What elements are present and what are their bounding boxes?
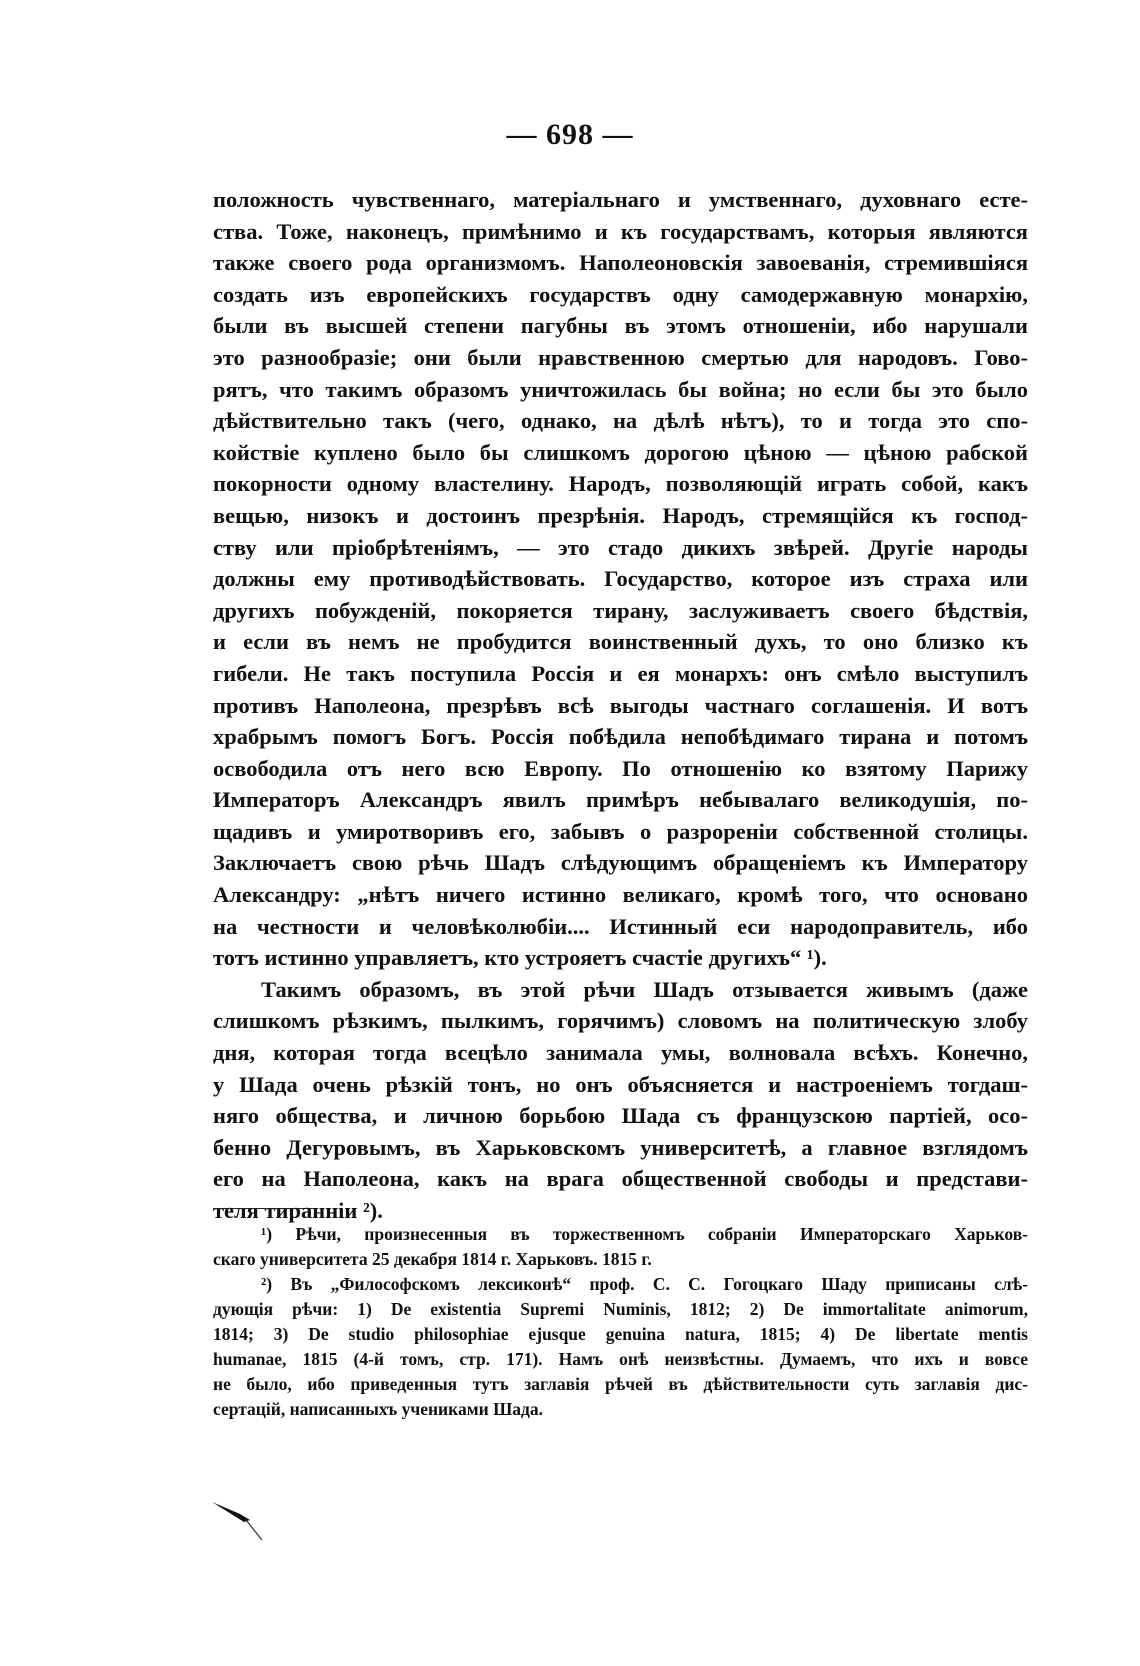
text-line: другихъ побужденій, покоряется тирану, заслуживаетъ своего бѣдствія,: [213, 597, 1028, 623]
footnote-2: [213, 1272, 1028, 1422]
scan-artifact-mark: [210, 1498, 270, 1544]
text-line: сертацій, написанныхъ учениками Шада.: [213, 1399, 544, 1419]
text-line: ству или пріобрѣтеніямъ, — это стадо дикихъ звѣрей. Другіе народы: [213, 534, 1028, 560]
text-line: 1814; 3) De studio philosophiae ejusque genuina natura, 1815; 4) De libertate mentis: [213, 1324, 1028, 1344]
footnote-divider: [213, 1208, 313, 1209]
text-line: это разнообразіе; они были нравственною смертью для народовъ. Гово-: [213, 344, 1028, 370]
text-line: бенно Дегуровымъ, въ Харьковскомъ университетѣ, а главное взглядомъ: [213, 1134, 1028, 1160]
text-line: гибели. Не такъ поступила Россія и ея монархъ: онъ смѣло выступилъ: [213, 660, 1028, 686]
text-line: скаго университета 25 декабря 1814 г. Харьковъ. 1815 г.: [213, 1249, 652, 1269]
page-number: — 698 —: [506, 118, 634, 151]
text-line: храбрымъ помогъ Богъ. Россія побѣдила непобѣдимаго тирана и потомъ: [213, 724, 1028, 750]
text-line: дня, которая тогда всецѣло занимала умы, волновала всѣхъ. Конечно,: [213, 1040, 1028, 1066]
text-line: не было, ибо приведенныя тутъ заглавія рѣчей въ дѣйствительности суть заглавія дис-: [213, 1374, 1028, 1394]
text-line: ¹) Рѣчи, произнесенныя въ торжественномъ собраніи Императорскаго Харьков-: [261, 1224, 1028, 1244]
text-line: теля тиранніи ²).: [213, 1198, 383, 1223]
text-line: Александру: „нѣтъ ничего истинно великаго, кромѣ того, что основано: [213, 882, 1028, 908]
text-line: тотъ истинно управляетъ, кто устрояетъ счастіе другихъ“ ¹).: [213, 945, 827, 971]
text-line: дѣйствительно такъ (чего, однако, на дѣлѣ нѣтъ), то и тогда это спо-: [213, 408, 1028, 434]
text-line: няго общества, и личною борьбою Шада съ французскою партіей, осо-: [213, 1103, 1028, 1129]
text-line: Такимъ образомъ, въ этой рѣчи Шадъ отзывается живымъ (даже: [261, 976, 1028, 1002]
text-line: должны ему противодѣйствовать. Государство, которое изъ страха или: [213, 566, 1028, 592]
text-line: вещью, низокъ и достоинъ презрѣнія. Народъ, стремящійся къ господ-: [213, 502, 1028, 528]
text-line: слишкомъ рѣзкимъ, пылкимъ, горячимъ) словомъ на политическую злобу: [213, 1008, 1028, 1034]
text-line: Императоръ Александръ явилъ примѣръ небывалаго великодушія, по-: [213, 787, 1028, 813]
text-line: его на Наполеона, какъ на врага общественной свободы и представи-: [213, 1166, 1028, 1192]
text-line: ства. Тоже, наконецъ, примѣнимо и къ государствамъ, которыя являются: [213, 218, 1028, 244]
text-line: покорности одному властелину. Народъ, позволяющій играть собой, какъ: [213, 471, 1028, 497]
text-line: и если въ немъ не пробудится воинственный духъ, то оно близко къ: [213, 629, 1028, 655]
text-line: создать изъ европейскихъ государствъ одну самодержавную монархію,: [213, 281, 1028, 307]
paragraph-2: [213, 974, 1028, 1227]
text-line: были въ высшей степени пагубны въ этомъ отношеніи, ибо нарушали: [213, 313, 1028, 339]
text-line: также своего рода организмомъ. Наполеоновскія завоеванія, стремившіяся: [213, 250, 1028, 276]
paragraph-1: [213, 184, 1028, 974]
text-line: рятъ, что такимъ образомъ уничтожилась бы война; но если бы это было: [213, 376, 1028, 402]
text-line: дующія рѣчи: 1) De existentia Supremi Numinis, 1812; 2) De immortalitate animorum,: [213, 1299, 1028, 1319]
text-line: щадивъ и умиротворивъ его, забывъ о разрореніи собственной столицы.: [213, 818, 1028, 844]
text-line: на честности и человѣколюбіи.... Истинный еси народоправитель, ибо: [213, 913, 1028, 939]
footnote-1: [213, 1222, 1028, 1272]
text-line: humanae, 1815 (4-й томъ, стр. 171). Намъ онѣ неизвѣстны. Думаемъ, что ихъ и вовсе: [213, 1349, 1028, 1369]
footnotes: [213, 1222, 1028, 1422]
text-line: у Шада очень рѣзкій тонъ, но онъ объясняется и настроеніемъ тогдаш-: [213, 1071, 1028, 1097]
text-line: койствіе куплено было бы слишкомъ дорогою цѣною — цѣною рабской: [213, 439, 1028, 465]
text-line: ²) Въ „Философскомъ лексиконѣ“ проф. С. С. Гогоцкаго Шаду приписаны слѣ-: [261, 1274, 1028, 1294]
text-line: освободила отъ него всю Европу. По отношенію ко взятому Парижу: [213, 755, 1028, 781]
text-line: Заключаетъ свою рѣчь Шадъ слѣдующимъ обращеніемъ къ Императору: [213, 850, 1028, 876]
main-text: [213, 184, 1028, 1227]
text-line: положность чувственнаго, матеріальнаго и умственнаго, духовнаго есте-: [213, 187, 1028, 212]
text-line: противъ Наполеона, презрѣвъ всѣ выгоды частнаго соглашенія. И вотъ: [213, 692, 1028, 718]
